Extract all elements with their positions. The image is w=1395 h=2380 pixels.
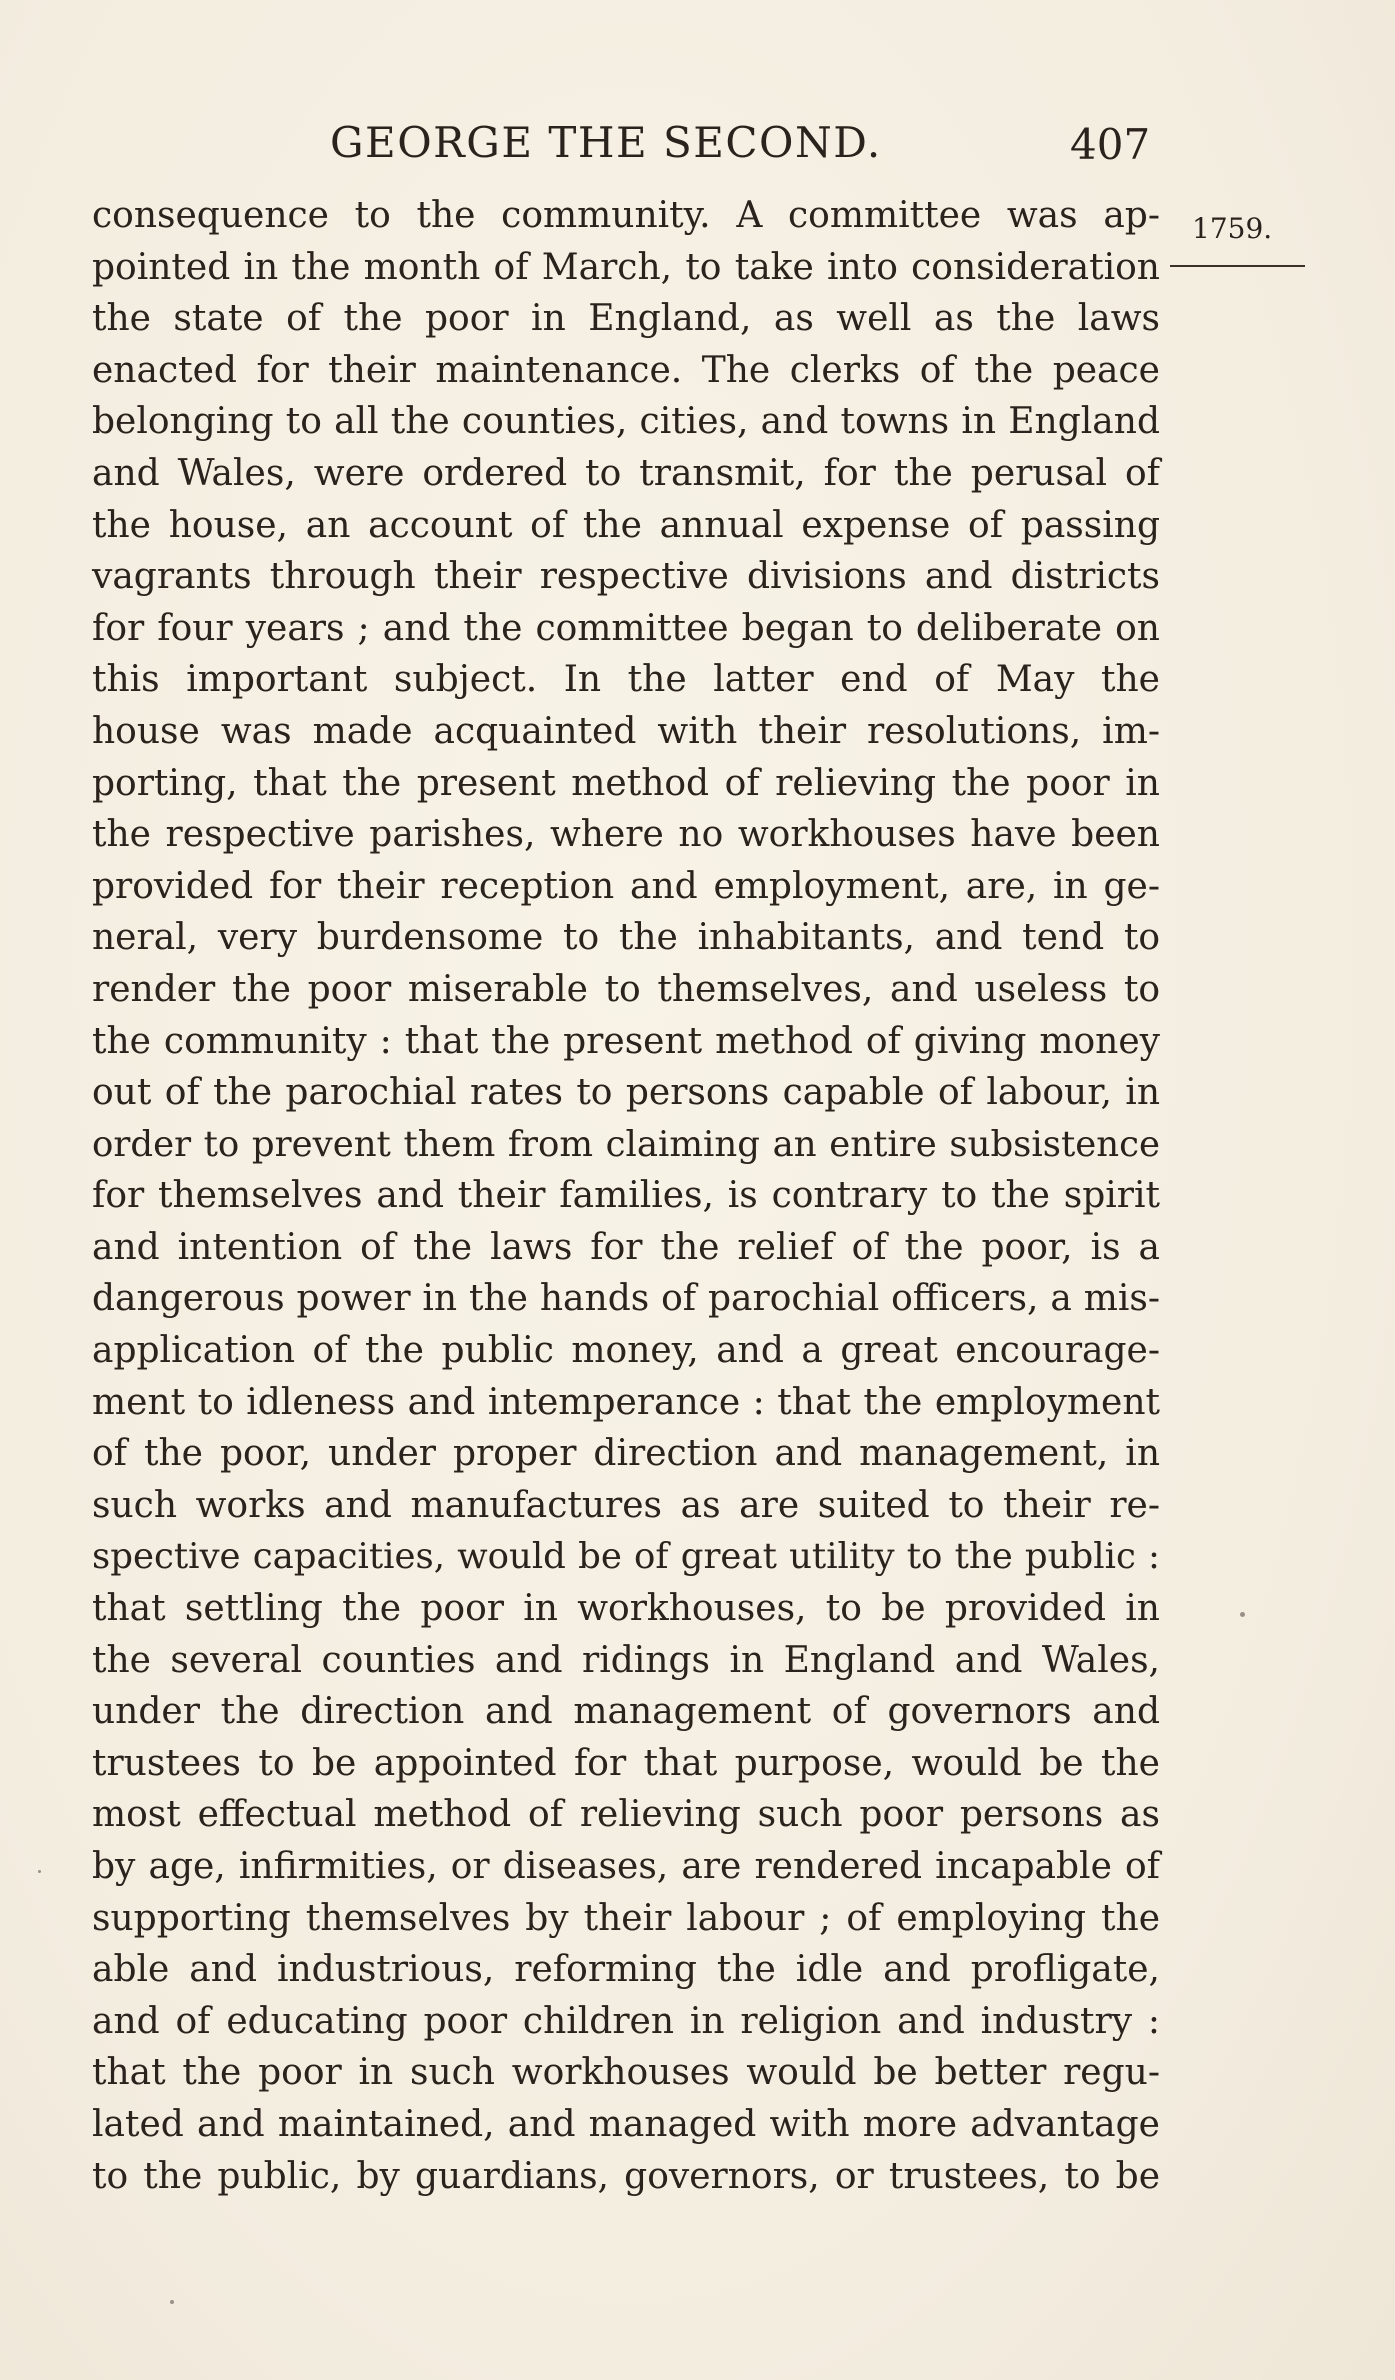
text-line: lated and maintained, and managed with more advantage bbox=[92, 2103, 1160, 2145]
text-line: neral, very burdensome to the inhabitants, and tend to bbox=[92, 917, 1160, 959]
text-line: provided for their reception and employment, are, in ge- bbox=[92, 865, 1160, 907]
paper-speck bbox=[1240, 1612, 1245, 1617]
text-line: the house, an account of the annual expense of passing bbox=[92, 504, 1160, 546]
text-line: of the poor, under proper direction and management, in bbox=[92, 1433, 1160, 1475]
text-line: to the public, by guardians, governors, or trustees, to be bbox=[92, 2155, 1160, 2197]
text-line: render the poor miserable to themselves, and useless to bbox=[92, 968, 1160, 1010]
text-line: porting, that the present method of relieving the poor in bbox=[92, 762, 1160, 804]
text-line: and Wales, were ordered to transmit, for the perusal of bbox=[92, 452, 1160, 494]
body-text bbox=[92, 190, 1160, 2202]
text-line: dangerous power in the hands of parochial officers, a mis- bbox=[92, 1278, 1160, 1320]
text-line: house was made acquainted with their resolutions, im- bbox=[92, 710, 1160, 752]
paper-speck bbox=[38, 1870, 41, 1873]
text-line: belonging to all the counties, cities, and towns in England bbox=[92, 401, 1160, 443]
running-head bbox=[90, 118, 1150, 178]
text-line: that the poor in such workhouses would be better regu- bbox=[92, 2052, 1160, 2094]
text-line: the community : that the present method of giving money bbox=[92, 1020, 1160, 1062]
text-line: order to prevent them from claiming an entire subsistence bbox=[92, 1123, 1160, 1165]
text-line: for four years ; and the committee began to deliberate on bbox=[92, 607, 1160, 649]
text-line: for themselves and their families, is contrary to the spirit bbox=[92, 1175, 1160, 1217]
text-line: application of the public money, and a great encourage- bbox=[92, 1330, 1160, 1372]
text-line: out of the parochial rates to persons capable of labour, in bbox=[92, 1072, 1160, 1114]
text-line: the respective parishes, where no workhouses have been bbox=[92, 814, 1160, 856]
text-line: such works and manufactures as are suited to their re- bbox=[92, 1484, 1160, 1526]
text-line: able and industrious, reforming the idle and profligate, bbox=[92, 1949, 1160, 1991]
text-line: by age, infirmities, or diseases, are rendered incapable of bbox=[92, 1846, 1160, 1887]
text-line: this important subject. In the latter end of May the bbox=[92, 659, 1160, 701]
text-line: the several counties and ridings in England and Wales, bbox=[92, 1639, 1160, 1681]
text-line: supporting themselves by their labour ; of employing the bbox=[92, 1897, 1160, 1939]
text-line: most effectual method of relieving such poor persons as bbox=[92, 1794, 1160, 1836]
paper-speck bbox=[170, 2300, 174, 2304]
text-line: and intention of the laws for the relief of the poor, is a bbox=[92, 1226, 1160, 1268]
margin-rule bbox=[1170, 265, 1305, 267]
text-line: consequence to the community. A committee was ap- bbox=[92, 195, 1160, 236]
running-title: GEORGE THE SECOND. bbox=[330, 118, 882, 167]
margin-year-note: 1759. bbox=[1192, 212, 1273, 245]
text-line: enacted for their maintenance. The clerks of the peace bbox=[92, 349, 1160, 391]
text-line: pointed in the month of March, to take into consideration bbox=[92, 246, 1160, 288]
text-line: that settling the poor in workhouses, to be provided in bbox=[92, 1588, 1160, 1630]
text-line: the state of the poor in England, as well as the laws bbox=[92, 298, 1160, 340]
page-number: 407 bbox=[1070, 120, 1151, 169]
text-line: under the direction and management of governors and bbox=[92, 1691, 1160, 1733]
text-line: and of educating poor children in religion and industry : bbox=[92, 2000, 1160, 2042]
text-line: trustees to be appointed for that purpose, would be the bbox=[92, 1742, 1160, 1784]
text-line: ment to idleness and intemperance : that the employment bbox=[92, 1381, 1160, 1423]
text-line: spective capacities, would be of great utility to the public : bbox=[92, 1536, 1160, 1578]
text-line: vagrants through their respective divisions and districts bbox=[92, 556, 1160, 598]
